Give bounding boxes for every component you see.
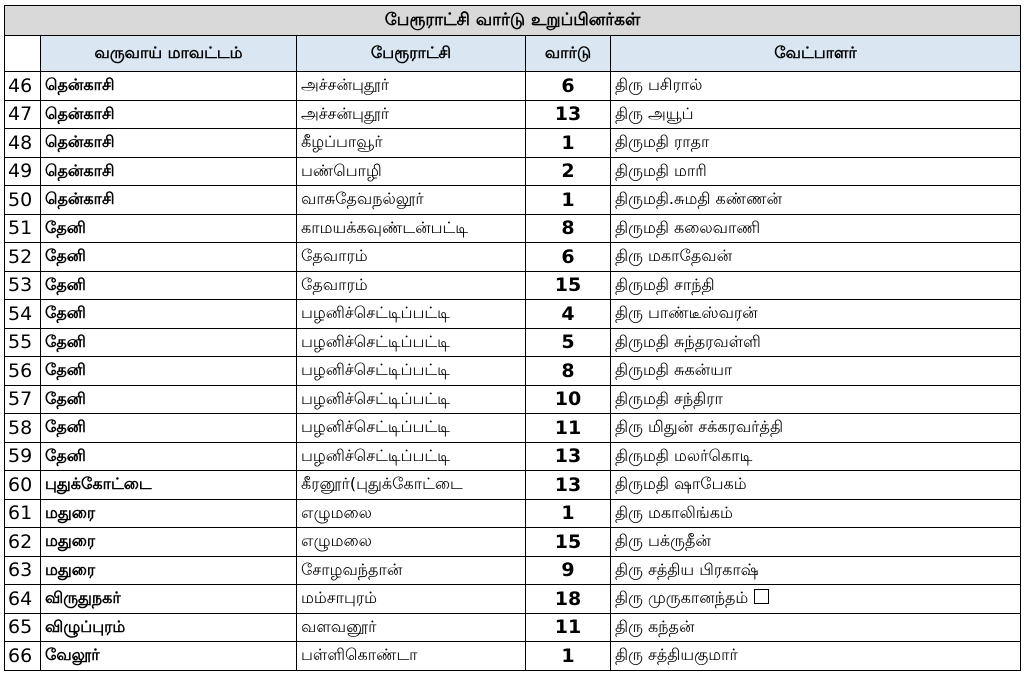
candidate-cell-text: திரு பாண்டீஸ்வரன்: [615, 303, 758, 323]
town-cell-text: எழுமலை: [301, 531, 372, 551]
ward-cell-text: 11: [554, 416, 582, 439]
town-cell: [297, 442, 526, 471]
town-cell: [297, 214, 526, 243]
town-cell: [297, 471, 526, 500]
ward-cell-text: 13: [554, 103, 582, 126]
town-cell: [297, 642, 526, 671]
table-row: [5, 243, 1021, 272]
row-number: [5, 72, 41, 101]
header-candidate: வேட்பாளர்: [611, 36, 1021, 72]
town-cell-text: பழனிச்செட்டிப்பட்டி: [301, 445, 450, 465]
ward-cell-text: 8: [561, 217, 575, 240]
district-cell: [41, 442, 297, 471]
district-cell-text: தேனி: [45, 274, 86, 294]
candidate-cell: [611, 243, 1021, 272]
ward-cell: [526, 300, 611, 329]
row-number: [5, 357, 41, 386]
candidate-cell: [611, 499, 1021, 528]
ward-cell: [526, 442, 611, 471]
town-cell-text: வளவனூர்: [301, 616, 377, 636]
district-cell: [41, 157, 297, 186]
town-cell: [297, 328, 526, 357]
row-number: [5, 186, 41, 215]
row-number: [5, 585, 41, 614]
row-number: [5, 528, 41, 557]
candidate-cell-text: திரு அயூப்: [615, 103, 694, 123]
empty-box-icon: [754, 589, 769, 604]
district-cell-text: தேனி: [45, 217, 86, 237]
district-cell: [41, 214, 297, 243]
town-cell: [297, 613, 526, 642]
row-number: [5, 100, 41, 129]
candidate-cell-text: திரு பக்ருதீன்: [615, 531, 711, 551]
row-number: [5, 613, 41, 642]
table-row: [5, 471, 1021, 500]
candidate-cell-text: திருமதி ராதா: [615, 132, 710, 152]
candidate-cell-text: திருமதி சாந்தி: [615, 274, 715, 294]
row-number-text: 49: [8, 160, 33, 183]
candidate-cell: [611, 271, 1021, 300]
row-number-text: 50: [8, 188, 33, 211]
ward-cell: [526, 186, 611, 215]
candidate-cell-text: திருமதி சுந்தரவள்ளி: [615, 331, 761, 351]
town-cell: [297, 499, 526, 528]
ward-cell-text: 13: [554, 473, 582, 496]
table-row: [5, 642, 1021, 671]
row-number-text: 53: [8, 274, 33, 297]
table-row: [5, 442, 1021, 471]
district-cell: [41, 471, 297, 500]
town-cell: [297, 385, 526, 414]
ward-cell-text: 4: [561, 302, 575, 325]
row-number: [5, 300, 41, 329]
ward-cell: [526, 556, 611, 585]
district-cell: [41, 300, 297, 329]
table-row: [5, 585, 1021, 614]
candidate-cell-text: திரு பசிரால்: [615, 75, 703, 95]
candidate-cell: [611, 186, 1021, 215]
district-cell-text: தென்காசி: [45, 103, 115, 123]
row-number-text: 46: [8, 74, 33, 97]
row-number-text: 51: [8, 217, 33, 240]
ward-cell: [526, 72, 611, 101]
district-cell: [41, 585, 297, 614]
ward-cell: [526, 585, 611, 614]
candidate-cell: [611, 157, 1021, 186]
row-number-text: 64: [8, 587, 33, 610]
row-number-text: 47: [8, 103, 33, 126]
district-cell: [41, 414, 297, 443]
candidate-cell-text: திரு மிதுன் சக்கரவர்த்தி: [615, 417, 784, 437]
town-cell: [297, 129, 526, 158]
ward-cell-text: 13: [554, 445, 582, 468]
candidate-cell: [611, 72, 1021, 101]
candidate-cell-text: திரு கந்தன்: [615, 616, 695, 636]
candidate-cell: [611, 300, 1021, 329]
ward-cell: [526, 129, 611, 158]
town-cell: [297, 585, 526, 614]
town-cell: [297, 528, 526, 557]
district-cell: [41, 129, 297, 158]
district-cell-text: தேனி: [45, 303, 86, 323]
district-cell-text: மதுரை: [45, 502, 96, 522]
district-cell-text: புதுக்கோட்டை: [45, 474, 152, 494]
candidate-cell: [611, 585, 1021, 614]
table-row: [5, 271, 1021, 300]
town-cell-text: பள்ளிகொண்டா: [301, 645, 418, 665]
district-cell-text: தென்காசி: [45, 75, 115, 95]
ward-cell-text: 10: [554, 388, 582, 411]
candidate-cell: [611, 613, 1021, 642]
ward-cell-text: 1: [561, 644, 575, 667]
ward-cell-text: 5: [561, 331, 575, 354]
candidate-cell-text: திரு மகாலிங்கம்: [615, 502, 733, 522]
table-row: [5, 528, 1021, 557]
town-cell-text: பழனிச்செட்டிப்பட்டி: [301, 331, 450, 351]
header-town: பேரூராட்சி: [297, 36, 526, 72]
candidate-cell: [611, 214, 1021, 243]
candidate-cell-text: திரு மகாதேவன்: [615, 246, 733, 266]
district-cell: [41, 243, 297, 272]
ward-cell-text: 6: [561, 245, 575, 268]
town-cell-text: வாசுதேவநல்லூர்: [301, 189, 424, 209]
ward-cell-text: 1: [561, 502, 575, 525]
members-sheet: [4, 5, 1020, 671]
table-row: [5, 613, 1021, 642]
ward-cell: [526, 471, 611, 500]
town-cell: [297, 243, 526, 272]
header-district: வருவாய் மாவட்டம்: [41, 36, 297, 72]
header-row: [5, 36, 1021, 72]
ward-cell: [526, 328, 611, 357]
ward-cell-text: 1: [561, 131, 575, 154]
district-cell: [41, 499, 297, 528]
row-number: [5, 328, 41, 357]
district-cell-text: தென்காசி: [45, 189, 115, 209]
row-number: [5, 385, 41, 414]
ward-cell-text: 15: [554, 274, 582, 297]
district-cell: [41, 271, 297, 300]
town-cell: [297, 100, 526, 129]
candidate-cell: [611, 100, 1021, 129]
ward-cell: [526, 243, 611, 272]
table-row: [5, 100, 1021, 129]
candidate-cell: [611, 414, 1021, 443]
ward-cell-text: 8: [561, 359, 575, 382]
table-body: [5, 72, 1021, 671]
district-cell-text: தேனி: [45, 331, 86, 351]
table-row: [5, 556, 1021, 585]
candidate-cell: [611, 471, 1021, 500]
row-number-text: 58: [8, 416, 33, 439]
district-cell: [41, 642, 297, 671]
district-cell-text: தேனி: [45, 246, 86, 266]
row-number: [5, 471, 41, 500]
district-cell-text: மதுரை: [45, 559, 96, 579]
town-cell: [297, 157, 526, 186]
table-row: [5, 328, 1021, 357]
candidate-cell: [611, 357, 1021, 386]
district-cell: [41, 100, 297, 129]
town-cell-text: பழனிச்செட்டிப்பட்டி: [301, 360, 450, 380]
town-cell-text: பண்பொழி: [301, 160, 382, 180]
candidate-cell: [611, 556, 1021, 585]
row-number-text: 61: [8, 502, 33, 525]
ward-cell-text: 6: [561, 74, 575, 97]
district-cell-text: தென்காசி: [45, 160, 115, 180]
district-cell: [41, 528, 297, 557]
table-row: [5, 129, 1021, 158]
table-row: [5, 157, 1021, 186]
ward-cell: [526, 414, 611, 443]
header-ward: வார்டு: [526, 36, 611, 72]
candidate-cell-text: திருமதி கலைவாணி: [615, 217, 761, 237]
ward-cell-text: 11: [554, 616, 582, 639]
ward-cell: [526, 271, 611, 300]
town-cell-text: அச்சன்புதூர்: [301, 75, 390, 95]
ward-cell-text: 9: [561, 559, 575, 582]
town-cell-text: பழனிச்செட்டிப்பட்டி: [301, 417, 450, 437]
ward-cell: [526, 642, 611, 671]
district-cell: [41, 556, 297, 585]
candidate-cell-text: திரு சத்திய பிரகாஷ்: [615, 559, 759, 579]
ward-cell: [526, 214, 611, 243]
town-cell-text: தேவாரம்: [301, 246, 368, 266]
candidate-cell: [611, 328, 1021, 357]
town-cell-text: கீரனூர்(புதுக்கோட்டை: [301, 474, 463, 494]
ward-cell: [526, 613, 611, 642]
candidate-cell-text: திருமதி.சுமதி கண்ணன்: [615, 189, 782, 209]
table-row: [5, 385, 1021, 414]
candidate-cell-text: திரு முருகானந்தம்: [615, 588, 749, 608]
district-cell-text: தேனி: [45, 417, 86, 437]
candidate-cell: [611, 442, 1021, 471]
row-number: [5, 414, 41, 443]
town-cell: [297, 357, 526, 386]
table-row: [5, 414, 1021, 443]
row-number: [5, 271, 41, 300]
row-number: [5, 214, 41, 243]
row-number-text: 66: [8, 644, 33, 667]
district-cell-text: விருதுநகர்: [45, 588, 121, 608]
ward-cell: [526, 528, 611, 557]
row-number-text: 59: [8, 445, 33, 468]
table-row: [5, 72, 1021, 101]
row-number: [5, 157, 41, 186]
ward-cell: [526, 385, 611, 414]
candidate-cell-text: திருமதி ஷாபேகம்: [615, 474, 747, 494]
district-cell: [41, 186, 297, 215]
table-row: [5, 186, 1021, 215]
town-cell: [297, 186, 526, 215]
row-number-text: 56: [8, 359, 33, 382]
ward-cell-text: 2: [561, 160, 575, 183]
ward-cell: [526, 357, 611, 386]
district-cell-text: தென்காசி: [45, 132, 115, 152]
town-cell-text: மம்சாபுரம்: [301, 588, 378, 608]
row-number: [5, 243, 41, 272]
district-cell: [41, 357, 297, 386]
candidate-cell-text: திருமதி மாரி: [615, 160, 707, 180]
row-number: [5, 642, 41, 671]
row-number: [5, 556, 41, 585]
district-cell: [41, 328, 297, 357]
ward-cell-text: 1: [561, 188, 575, 211]
district-cell: [41, 613, 297, 642]
town-cell: [297, 414, 526, 443]
ward-cell: [526, 157, 611, 186]
table-row: [5, 300, 1021, 329]
district-cell: [41, 72, 297, 101]
row-number-text: 62: [8, 530, 33, 553]
candidate-cell: [611, 129, 1021, 158]
candidate-cell-text: திருமதி சுகன்யா: [615, 360, 733, 380]
table-title: பேரூராட்சி வார்டு உறுப்பினர்கள்: [5, 6, 1021, 36]
candidate-cell-text: திருமதி சந்திரா: [615, 388, 723, 408]
row-number-text: 65: [8, 616, 33, 639]
town-cell: [297, 556, 526, 585]
town-cell-text: பழனிச்செட்டிப்பட்டி: [301, 388, 450, 408]
town-cell: [297, 300, 526, 329]
header-num: [5, 36, 41, 72]
row-number: [5, 499, 41, 528]
town-cell-text: பழனிச்செட்டிப்பட்டி: [301, 303, 450, 323]
members-table: [4, 5, 1021, 671]
ward-cell: [526, 499, 611, 528]
town-cell-text: சோழவந்தான்: [301, 559, 403, 579]
row-number-text: 55: [8, 331, 33, 354]
district-cell-text: வேலூர்: [45, 645, 100, 665]
row-number-text: 54: [8, 302, 33, 325]
row-number-text: 57: [8, 388, 33, 411]
district-cell-text: விழுப்புரம்: [45, 616, 126, 636]
row-number: [5, 129, 41, 158]
town-cell-text: கீழப்பாவூர்: [301, 132, 383, 152]
town-cell: [297, 271, 526, 300]
town-cell: [297, 72, 526, 101]
district-cell-text: மதுரை: [45, 531, 96, 551]
town-cell-text: அச்சன்புதூர்: [301, 103, 390, 123]
candidate-cell-text: திரு சத்தியகுமார்: [615, 645, 738, 665]
candidate-cell-text: திருமதி மலர்கொடி: [615, 445, 753, 465]
ward-cell: [526, 100, 611, 129]
ward-cell-text: 15: [554, 530, 582, 553]
table-row: [5, 499, 1021, 528]
candidate-cell: [611, 528, 1021, 557]
row-number-text: 60: [8, 473, 33, 496]
table-row: [5, 214, 1021, 243]
row-number-text: 63: [8, 559, 33, 582]
row-number-text: 52: [8, 245, 33, 268]
title-row: [5, 6, 1021, 36]
district-cell-text: தேனி: [45, 360, 86, 380]
town-cell-text: எழுமலை: [301, 502, 372, 522]
row-number: [5, 442, 41, 471]
candidate-cell: [611, 642, 1021, 671]
district-cell: [41, 385, 297, 414]
town-cell-text: காமயக்கவுண்டன்பட்டி: [301, 217, 468, 237]
table-row: [5, 357, 1021, 386]
district-cell-text: தேனி: [45, 388, 86, 408]
town-cell-text: தேவாரம்: [301, 274, 368, 294]
candidate-cell: [611, 385, 1021, 414]
row-number-text: 48: [8, 131, 33, 154]
district-cell-text: தேனி: [45, 445, 86, 465]
ward-cell-text: 18: [554, 587, 582, 610]
